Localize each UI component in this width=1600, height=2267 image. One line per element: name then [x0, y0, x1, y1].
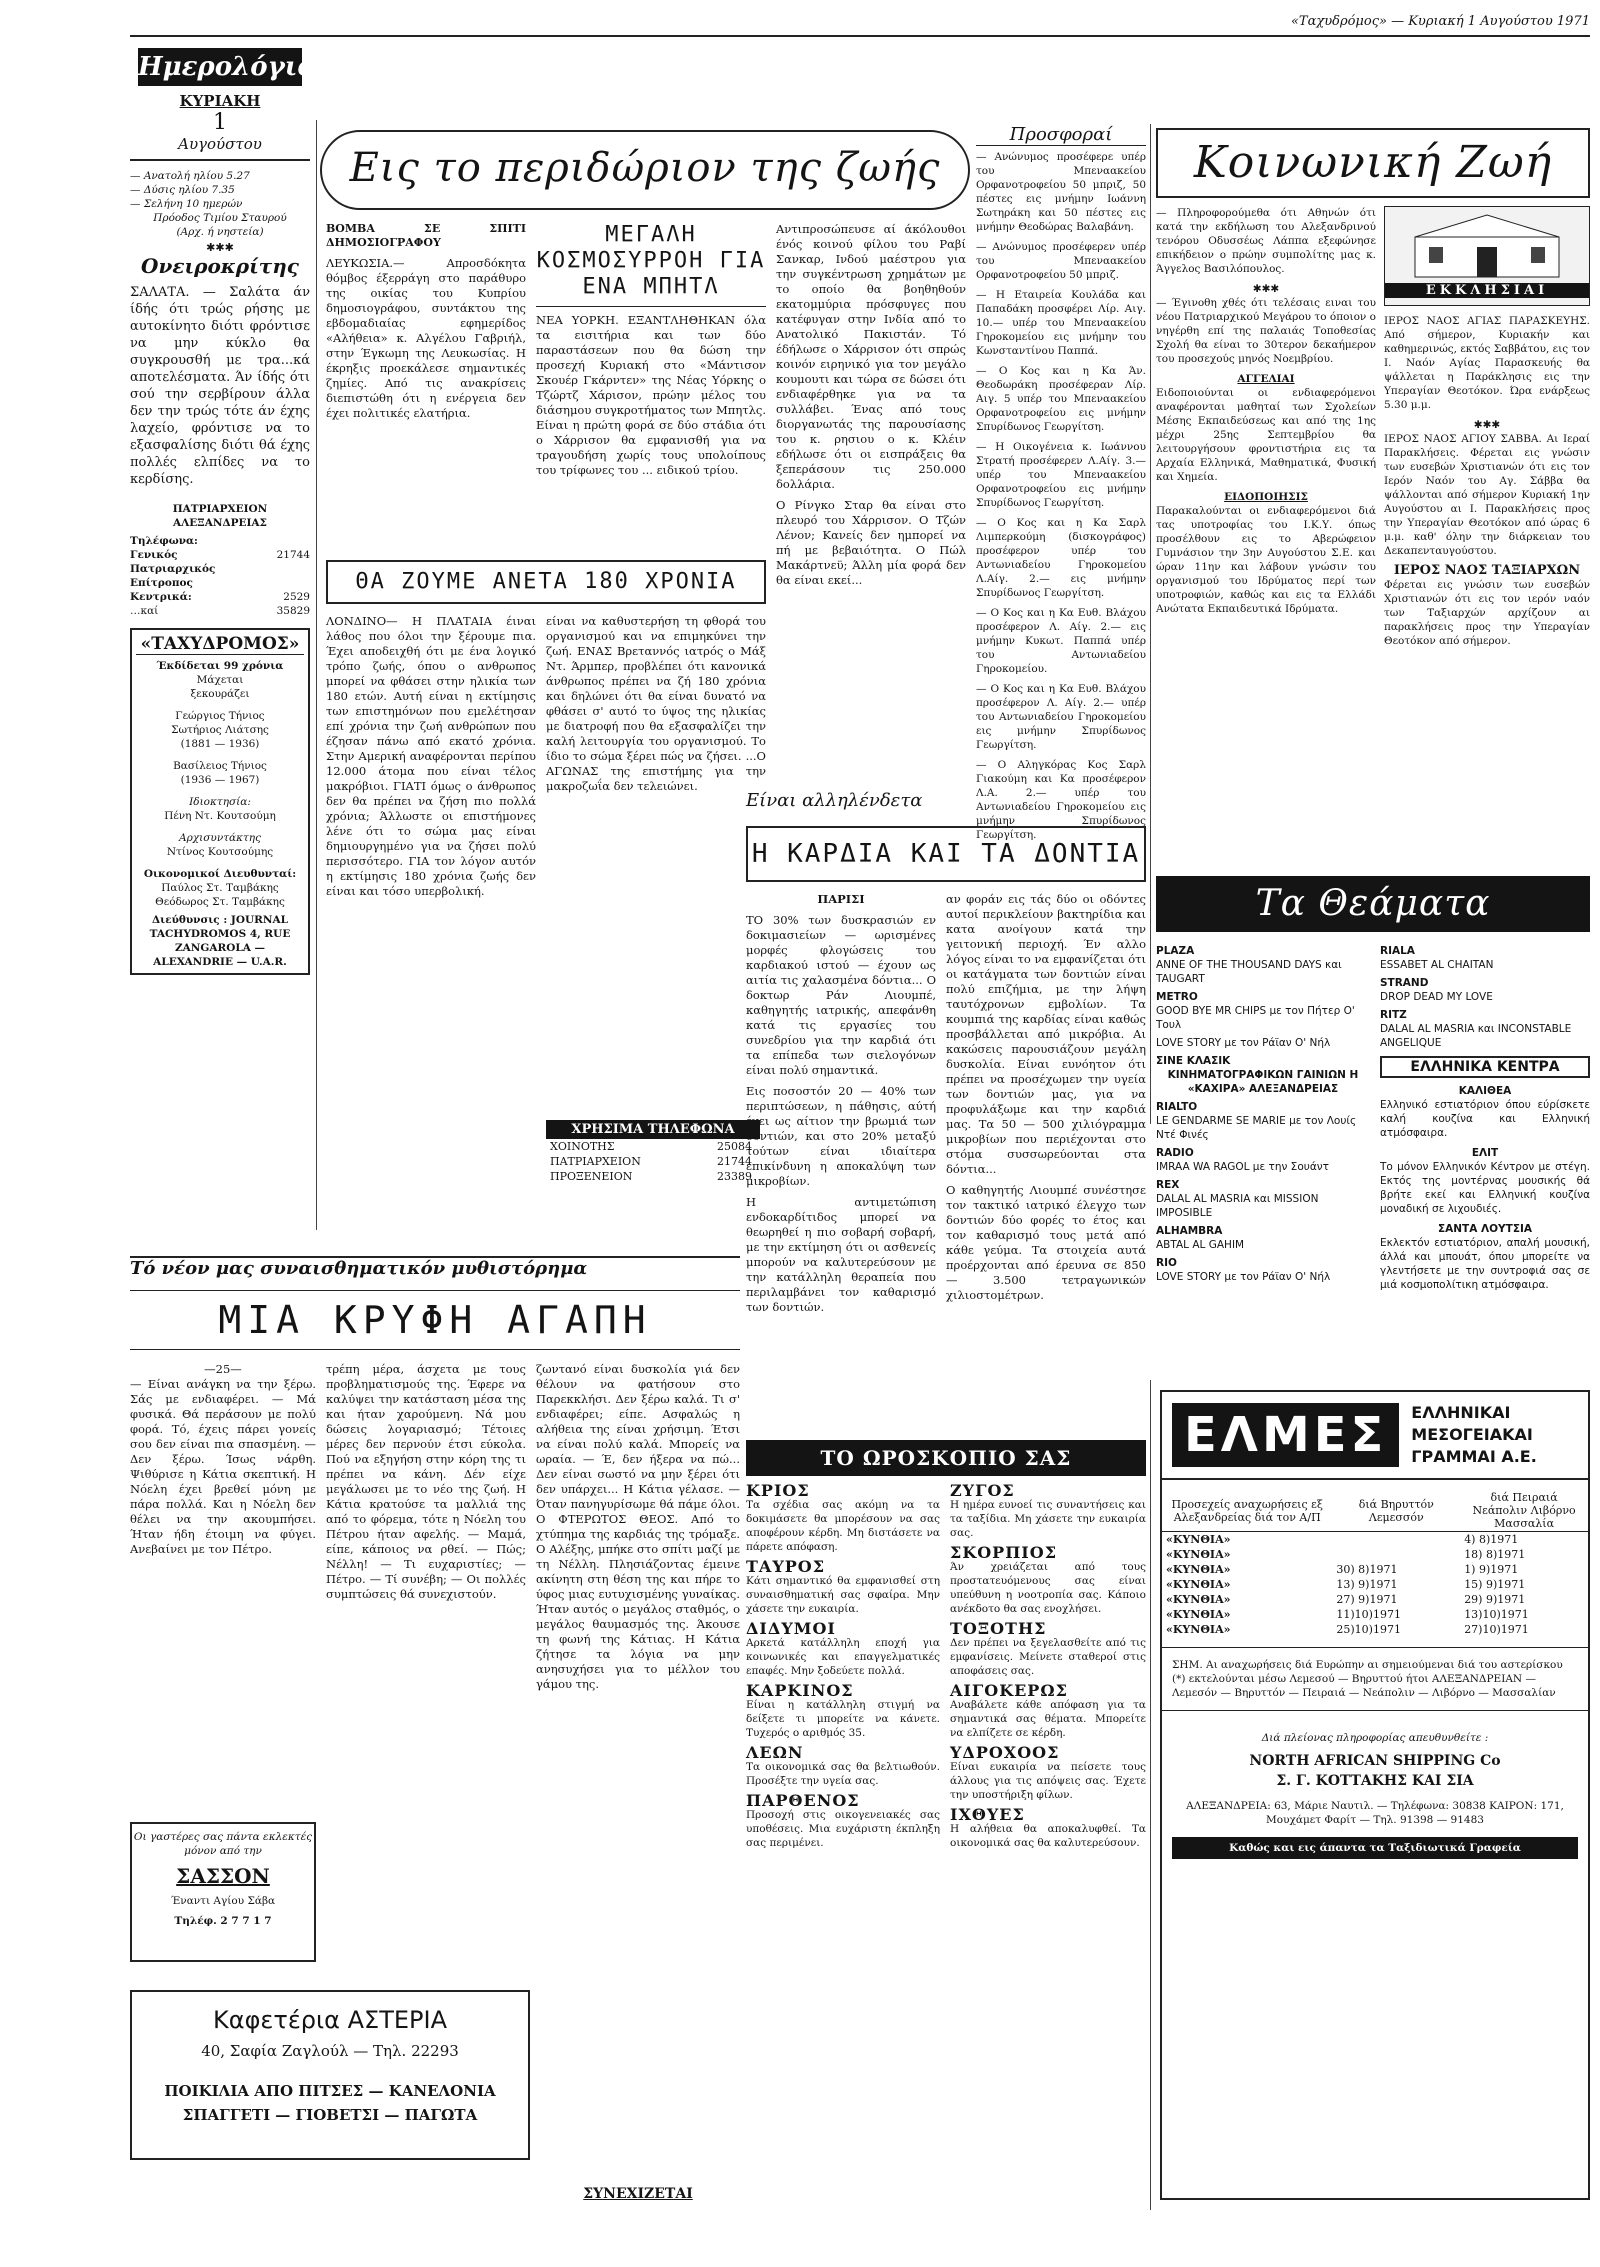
tx-line: (1936 — 1967): [180, 774, 260, 786]
hmerologio-column: [130, 44, 333, 1234]
asteria-line1: ΠΟΙΚΙΛΙΑ ΑΠΟ ΠΙΤΣΕΣ — ΚΑΝΕΛΟΝΙΑ: [164, 2082, 496, 2100]
novel-col1: [130, 1362, 316, 1802]
phone-value: 21744: [717, 1155, 752, 1168]
church-label: ΕΚΚΛΗΣΙΑΙ: [1385, 283, 1589, 298]
horoscope-col2: [950, 1481, 1146, 2204]
prosfora-item: — Η Εταιρεία Κουλάδα και Παπαδάκη προσφέρει Λίρ. Αιγ. 10.— υπέρ του Μπεναακείου Γηροκομείου εις μνήμην του Κωνσταντίνου Παππά.: [976, 289, 1146, 357]
cinema-item: [1156, 1224, 1370, 1252]
ship-name: «ΚΥΝΘΙΑ»: [1166, 1593, 1231, 1606]
ship-date: 13)10)1971: [1464, 1608, 1529, 1621]
prosfora-item: — Ο Κος και η Κα Άν. Θεοδωράκη προσέφεραν Λίρ. Αιγ. 5 υπέρ του Μπεναακείου Ορφανοτροφείου εις μνήμην Σπυρίδωνος Γεωργίτση.: [976, 365, 1146, 433]
periodio-banner-title: Εις το περιδώριον της ζωής: [349, 145, 941, 191]
tx-line: ξεκουράζει: [190, 688, 250, 700]
novel-chapter: —25—: [204, 1362, 242, 1376]
beatles-continued: [776, 222, 966, 762]
sasson-address: Έναντι Αγίου Σάβα: [170, 1895, 276, 1907]
ship-date: [1332, 1547, 1460, 1562]
feast-line: Πρόοδος Τιμίου Σταυρού: [153, 212, 287, 224]
cinema-venue: RADIO: [1156, 1147, 1194, 1159]
cinema-show: ANNE OF THE THOUSAND DAYS και TAUGART: [1156, 959, 1342, 985]
cinema-venue: PLAZA: [1156, 945, 1195, 957]
column-divider: [1150, 124, 1151, 1124]
tx-line: (1881 — 1936): [180, 738, 260, 750]
prosfores-title: Προσφοραί: [976, 124, 1146, 146]
patriarcheio-title: ΠΑΤΡΙΑΡΧΕΙΟΝ ΑΛΕΞΑΝΔΡΕΙΑΣ: [172, 503, 268, 529]
ship-date: [1332, 1532, 1460, 1548]
kentro-text: Εκλεκτόν εστιατόριον, απαλή μουσική, άλλά και μπουάτ, όπου μπορείτε να γλεντήσετε με την συντροφιά σας σε μιά κοσμοπολίτικη ατμόσφαιρα.: [1380, 1237, 1590, 1291]
cinema-venue: ΣΙΝΕ ΚΛΑΣΙΚ: [1156, 1055, 1231, 1067]
phone-label: ΠΡΟΞΕΝΕΙΟΝ: [550, 1170, 633, 1183]
tx-line: Μάχεται: [196, 674, 244, 686]
cinema-venue: RIO: [1156, 1257, 1177, 1269]
cinema-show: DALAL AL MASRIA και INCONSTABLE ANGELIQUE: [1380, 1023, 1572, 1049]
cinema-show: LE GENDARME SE MARIE με τον Λουίς Ντέ Φινές: [1156, 1115, 1357, 1141]
kardia-col2b-text: Ο καθηγητής Λιουμπέ συνέστησε τον τακτικό ιατρικό έλεγχο των δοντιών δύο φορές το έτος και τον καθαρισμό τους μετά από κάθε γεύμα. Τα στοιχεία αυτά προέρχονται από έρευνα σε 850 — 3.500 τετραγωνικών χιλιοστομέτρων.: [946, 1183, 1146, 1302]
horoscope-title: ΤΟ ΩΡΟΣΚΟΠΙΟ ΣΑΣ: [820, 1446, 1072, 1470]
asteria-title: Καφετέρια ΑΣΤΕΡΙΑ: [213, 2006, 447, 2034]
ship-date: 29) 9)1971: [1464, 1593, 1526, 1606]
useful-phone-row: [546, 1169, 756, 1184]
eidopoiisis-title: ΕΙΔΟΠΟΙΗΣΙΣ: [1224, 491, 1308, 503]
cinema-item: [1156, 1054, 1370, 1096]
prosfora-item: — Ο Κος και η Κα Ευθ. Βλάχου προσέφερον Λ. Αίγ. 2.— υπέρ του Αντωνιαδείου Γηροκομείου εις μνήμην Σπυρίδωνος Γεωργίτση.: [976, 683, 1146, 751]
ship-date: 15) 9)1971: [1464, 1578, 1526, 1591]
sunrise-line: — Ανατολή ηλίου 5.27: [130, 170, 250, 182]
hmerologio-lines: [130, 169, 310, 239]
aggelia-title: ΑΓΓΕΛΙΑΙ: [1237, 373, 1295, 385]
ship-name: «ΚΥΝΘΙΑ»: [1166, 1563, 1231, 1576]
periodio-banner: [320, 130, 970, 210]
kardia-dateline: ΠΑΡΙΣΙ: [817, 892, 865, 906]
elmes-schedule: [1162, 1490, 1588, 1637]
phone-value: 23389: [717, 1170, 752, 1183]
novel-title-wrap: [130, 1290, 740, 1350]
novel-kicker: Τό νέον μας συναισθηματικόν μυθιστόρημα: [130, 1258, 588, 1279]
sasson-name: ΣΑΣΣΟΝ: [176, 1864, 270, 1888]
ship-name: «ΚΥΝΘΙΑ»: [1166, 1578, 1231, 1591]
church-text: ΙΕΡΟΣ ΝΑΟΣ ΑΓΙΑΣ ΠΑΡΑΣΚΕΥΗΣ. Από σήμερον, Κυριακήν και καθημερινώς, εκτός Σαββάτου, εις τον Ι. Ναόν Αγίας Παρασκευής θα ψάλλεται η Παράκλησις εις την Υπεραγίαν Θεοτόκον. Ώρα ενάρξεως 5.30 μ.μ.: [1384, 315, 1590, 411]
kardia-text1: ΤΟ 30% των δυσκρασιών εν δοκιμασιείων — ωρισμένες μορφές φλογώσεις του καρδιακού ιστού — έχουν ως αιτία τις χαλασμένα δόντια... Ο δοκτωρ Ράν Λιουμπέ, καθηγητής ιατρικής, απεφάνθη κατά τις εργασίες του συνεδρίου για την καρδιά ότι τα επίπεδα των σιελογόνων είναι πολύ σημαντικά.: [746, 913, 936, 1077]
tx-line: Βασίλειος Τήνιος: [173, 760, 267, 772]
novel-continued: ΣΥΝΕΧΙΖΕΤΑΙ: [583, 2186, 693, 2202]
cinema-show: ΚΙΝΗΜΑΤΟΓΡΑΦΙΚΩΝ ΓΑΙΝΙΩΝ Η «ΚΑΧΙΡΑ» ΑΛΕΞΑΝΔΡΕΙΑΣ: [1167, 1069, 1359, 1095]
phone-row: [130, 534, 310, 548]
taxiarchon-text: Φέρεται εις γνώσιν των ευσεβών Χριστιανών ότι εις τον ιερόν ναόν των Ταξιαρχών αρχίζουν αι παρακλήσεις προς την Υπεραγίαν Θεοτόκον από σήμερον.: [1384, 579, 1590, 647]
tx-line: Γεώργιος Τήνιος: [175, 710, 265, 722]
ship-date: 11)10)1971: [1336, 1608, 1401, 1621]
church-icon: [1385, 207, 1589, 279]
sign-text: Τα σχέδια σας ακόμη να τα δοκιμάσετε θα μπορέσουν να σας αποφέρουν κέρδη. Μη διστάσετε να πάρετε απόφαση.: [746, 1499, 940, 1553]
patriarcheio-phones: [130, 534, 310, 618]
hmerologio-title: Ημερολόγιον: [138, 48, 302, 86]
stars-ornament: ✱✱✱: [206, 241, 234, 254]
cinema-show: LOVE STORY με τον Ράϊαν Ο' Νήλ: [1156, 1037, 1331, 1049]
kentro-name: ΚΑΛΙΘΕΑ: [1458, 1085, 1512, 1097]
ship-date: 4) 8)1971: [1464, 1533, 1519, 1546]
tx-line: Ιδιοκτησία:: [189, 796, 251, 808]
zoume-col1: ΛΟΝΔΙΝΟ— Η ΠΛΑΤΑΙΑ έιναι λάθος που όλοι την ξέρουμε πια. Έχει αποδειχθή ότι με ένα λογικό τρόπο ζωής, όπου ο ανθρωπος μπορεί να φθάσει στην ηλικία των 180 ετών. Αυτή είναι η εκτίμησις των επιστημόνων που εμελέτησαν επί χρόνια την ζωή ανθρώπων που έζησαν πάνω από εκατό χρόνια. Στην Αμερική αναφέρονται περίπου 12.000 άτομα που είναι τέλος μακρόβιοι. ΓΙΑΤΙ όμως ο άνθρωπος δεν θα πρέπει να ζήση πιο πολλά χρόνια; Άλλωστε οι επιστήμονες λένε ότι το σώμα μας είναι δημιουργημένο για να ζήσει πολύ περισσότερο. ΓΙΑ τον λόγον αυτόν η εκτίμησις 180 χρόνια ζωής δεν είναι και τόσο υπερβολική.: [326, 614, 536, 898]
phone-label: …καί: [130, 605, 159, 617]
sign-text: Αναβάλετε κάθε απόφαση για τα σημαντικά σας θέματα. Μπορείτε να ελπίζετε σε κέρδη.: [950, 1699, 1146, 1739]
theamata-title: Τα Θεάματα: [1255, 883, 1491, 924]
phone-label: ΧΟΙΝΟΤΗΣ: [550, 1140, 615, 1153]
kentro-name: ΣΑΝΤΑ ΛΟΥΤΣΙΑ: [1437, 1223, 1533, 1235]
sign-name: ΙΧΘΥΕΣ: [950, 1805, 1025, 1824]
zoume-col2: είναι να καθυστερήση τη φθορά του οργανισμού και να επιμηκύνει την ζωή. ΕΝΑΣ Βρεταννός ιατρός ο Μάξ Ντ. Άρμπερ, προβλέπει ότι κανονικά άνθρωπος πρέπει να ζή 180 χρόνια και δηλώνει ότι θα είναι δυνατό να φθάσει σ' αυτό το ύψος της ηλικίας με διατροφή που θα εξασφαλίζει την καλή λειτουργία του οργανισμού. Το ίδιο το σώμα ξέρει πώς να ζήσει. ...Ο ΑΓΩΝΑΣ της επιστήμης για την μακροζωΐα δεν τελειώνει.: [546, 614, 766, 793]
theamata-col1: [1156, 944, 1370, 1364]
novel-col3: ζωντανό είναι δυσκολία γιά δεν θέλουν να φατήσουν στο Παρεκκλήσι. Δεν ξέρω καλά. Τι σ' ενδιαφέρει; είπε. Ασφαλώς η αλήθεια της είναι χρήσιμη. Έτσι να είναι πολύ καλά. Μπορείς να ωραία. — Έ, δεν ήξερα να πώ... Δεν είναι σωστό να μην ξέρει ότι δεν υπάρχει... Η Κάτια γέλασε. — Όταν πανηγυρίσωμε θά πάμε όλοι. Ο ΦΤΕΡΩΤΟΣ ΘΕΟΣ. Από το χτύπημα της καρδιάς της τρόμαξε. Ο Αλέξης, μπήκε στο σπίτι μαζί με τη Νέλλη. Πλησιάζοντας έμεινε ακίνητη στη θέση της και πήρε το ύφος μιας ευτυχισμένης γυναίκας. Ήταν αυτός ο μεγάλος σταθμός, ο μεγάλος θαυμασμός της. Άκουσε τη φωνή της Κάτιας. Η Κάτια ζήτησε τα λόγια να μην ανησυχήσει για το μέλλον του γάμου της.: [536, 1362, 740, 1691]
beatles-head: ΜΕΓΑΛΗ ΚΟΣΜΟΣΥΡΡΟΗ ΓΙΑ ΕΝΑ ΜΠΗΤΛ: [536, 222, 766, 307]
column-divider: [316, 120, 317, 1230]
ship-date: 30) 8)1971: [1336, 1563, 1398, 1576]
sunset-line: — Δύσις ηλίου 7.35: [130, 184, 235, 196]
schedule-row: [1162, 1532, 1588, 1548]
kentro-text: Ελληνικό εστιατόριον όπου εύρίσκετε καλή κουζίνα και Ελληνική ατμόσφαιρα.: [1380, 1099, 1590, 1139]
sign-text: Δεν πρέπει να ξεγελασθείτε από τις εμφανίσεις. Μείνετε σταθεροί στις αποφάσεις σας.: [950, 1637, 1146, 1677]
asteria-ad: [130, 1990, 530, 2160]
elmes-note: ΣΗΜ. Αι αναχωρήσεις διά Ευρώπην αι σημειούμεναι διά του αστερίσκου (*) εκτελούνται μέσω Λεμεσού — Βηρυττού ήτοι ΑΛΕΞΑΝΔΡΕΙΑΝ — Λεμεσόν — Βηρυττόν — Πειραιά — Νεάπολιν — Λιβόρνο — Μασσαλίαν: [1162, 1647, 1588, 1711]
sign-name: ΚΑΡΚΙΝΟΣ: [746, 1681, 854, 1700]
prosfora-item: — Ο Κος και η Κα Σαρλ Λιμπερκούμη (δισκογράφος) προσέφερον υπέρ του Αντωνιαδείου Γηροκομείου Λ.Αίγ. 2.— εις μνήμην Σπυρίδωνος Γεωργίτση.: [976, 517, 1146, 599]
church-illustration: [1384, 206, 1590, 306]
ship-name: «ΚΥΝΘΙΑ»: [1166, 1608, 1231, 1621]
tx-line: Σωτήριος Λιάτσης: [171, 724, 269, 736]
kentro-name: ΕΛΙΤ: [1471, 1147, 1499, 1159]
oneirokritis-title: Ονειροκρίτης: [141, 254, 299, 278]
novel-col2: τρέπη μέρα, άσχετα με τους προβληματισμούς της. Έφερε να καλύψει την κατάσταση μέσα της και ήταν χαρούμενη. Νά μου δώσεις λογαριασμό; Τέτοιες μέρες δεν περνούν έτσι εύκολα. Πού να εξηγήση στην κόρη της τι πρέπει να κάνη. Δέν είχε μεγάλωσει με το νέο της ζωή. Η Κάτια κρατούσε τα μαλλιά της από το φόρεμα, τότε η Νόελη του Πέτρου ήταν αφελής. — Μαμά, είπε, κάποιος να ρθεί. — Πώς; Νέλλη! — Τι ευχαριστίες; — Πέτρο. — Τί συνέβη; — Οι πολλές συμπτώσεις θά συνεχιστούν.: [326, 1362, 526, 1601]
cinema-show: DALAL AL MASRIA και MISSION IMPOSIBLE: [1156, 1193, 1319, 1219]
kardia-head-box: [746, 826, 1146, 882]
kentro-text: Το μόνον Ελληνικόν Κέντρον με στέγη. Εκτός της μοντέρνας μουσικής θά βρήτε εκεί και Ελληνική κουζίνα μοναδική σε λιχουδιές.: [1380, 1161, 1590, 1215]
phone-value: 2529: [283, 591, 310, 603]
beatles-article: [536, 222, 766, 542]
elmes-footer: Καθώς και εις άπαντα τα Ταξιδιωτικά Γραφεία: [1172, 1837, 1578, 1859]
elmes-address: ΑΛΕΞΑΝΔΡΕΙΑ: 63, Μάριε Ναυτιλ. — Τηλέφωνα: 30838 ΚΑΙΡΟΝ: 171, Μουχάμετ Φαρίτ — Τηλ. 91398 — 91483: [1186, 1800, 1564, 1826]
prosfora-item: — Ο Αληγκόρας Κος Σαρλ Γιακούμη και Κα προσέφερον Λ.Α. 2.— υπέρ του Αντωνιαδείου Γηροκομείου εις μνήμην Σπυρίδωνος Γεωργίτση.: [976, 759, 1146, 841]
novel-col1-text: — Είναι ανάγκη να την ξέρω. Σάς με ενδιαφέρει. — Μά φυσικά. Θά περάσουν με πολύ φορά. Τό, έχεις πάρει γονείς σου δεν είναι πια σπασμένη. — Δεν ξέρω. Ίσως νάρθη. Ψιθύρισε η Κάτια σκεπτική. Η Νόελη έχει βρεθεί μόνη με πάρα πολλά. Και η Νόελη δεν θέλει να την ακουμπήσει. Ήταν ήδη έτοιμη να φύγει. Ανεβαίνει με τον Πέτρο.: [130, 1377, 316, 1556]
ship-name: «ΚΥΝΘΙΑ»: [1166, 1548, 1231, 1561]
horoscope-col1: [746, 1481, 940, 2204]
sign-name: ΛΕΩΝ: [746, 1743, 804, 1762]
phone-label: Κεντρικά:: [130, 591, 192, 603]
ship-date: 1) 9)1971: [1464, 1563, 1519, 1576]
cinema-item: [1380, 976, 1590, 1004]
cinema-venue: ALHAMBRA: [1156, 1225, 1223, 1237]
cinema-item: [1156, 990, 1370, 1032]
elmes-ad: [1160, 1390, 1590, 2200]
sign-name: ΔΙΔΥΜΟΙ: [746, 1619, 836, 1638]
elmes-logo: ΕΛΜΕΣ: [1172, 1403, 1399, 1467]
schedule-row: [1162, 1592, 1588, 1607]
kardia-col1: [746, 892, 936, 1432]
tx-line: Αρχισυντάκτης: [179, 832, 261, 844]
stars-ornament: ✱✱✱: [1252, 283, 1280, 295]
cinema-show: ESSABET AL CHAITAN: [1380, 959, 1494, 971]
sign-name: ΚΡΙΟΣ: [746, 1481, 810, 1500]
useful-phone-row: [546, 1154, 756, 1169]
moon-line: — Σελήνη 10 ημερών: [130, 198, 243, 210]
tx-line: Παύλος Στ. Ταμβάκης: [161, 882, 279, 894]
elmes-agent2: Σ. Γ. ΚΟΤΤΑΚΗΣ ΚΑΙ ΣΙΑ: [1276, 1773, 1474, 1789]
phone-label: Γενικός Πατριαρχικός Επίτροπος: [130, 549, 216, 589]
prosfora-item: — Ανώνυμος προσέφερε υπέρ του Μπεναακείου Ορφανοτροφείου 50 μπριζ, 50 πέστες εις μνήμην Ιωάννη Σωτηράκη και 50 πέστες εις μνήμην Θεοδώρας Βαλαβάνη.: [976, 151, 1146, 233]
tx-line: Έκδίδεται 99 χρόνια: [156, 660, 284, 672]
phone-label: ΠΑΤΡΙΑΡΧΕΙΟΝ: [550, 1155, 641, 1168]
sign-text: Είναι η κατάλληλη στιγμή να δείξετε τι μπορείτε να κάνετε. Τυχερός ο αριθμός 35.: [746, 1699, 940, 1739]
koinoniki-col2: [1384, 314, 1590, 864]
taxydromos-box: [130, 628, 310, 975]
schedule-head: διά Βηρυττόν Λεμεσσόν: [1332, 1490, 1460, 1532]
koinoniki-col1: [1156, 206, 1376, 866]
tx-line: Οικονομικοί Διευθυνταί:: [143, 868, 297, 880]
useful-phone-row: [546, 1139, 756, 1154]
asteria-address: 40, Σαφία Ζαγλούλ — Τηλ. 22293: [201, 2042, 459, 2060]
sign-name: ΠΑΡΘΕΝΟΣ: [746, 1791, 860, 1810]
cinema-show: DROP DEAD MY LOVE: [1380, 991, 1493, 1003]
sasson-ad: [130, 1822, 316, 1962]
koinoniki-text2: — Έγινοθη χθές ότι τελέσαις ειναι του νέου Πατριαρχικού Μεγάρου το όποιον ο νηγέρθη επί της παλαιάς Τοποθεσίας Σχολή θα είναι το 30τερον δεκαήμερον του προσεχούς μηνός Νοεμβρίου.: [1156, 297, 1376, 365]
koinoniki-text1: — Πληροφορούμεθα ότι Αθηνών ότι κατά την εκδήλωση του Αλεξανδρινού τενόρου Οδυσσέως Λάππα εξεφώνησε επικήδειον ο πρώην συμπολίτης μας κ. Άγγελος Βασιλόπουλος.: [1156, 207, 1376, 275]
kardia-kicker: Είναι αλληλένδετα: [746, 790, 923, 811]
kentra-list: [1380, 1084, 1590, 1292]
cinema-venue: RITZ: [1380, 1009, 1407, 1021]
phone-row: [130, 590, 310, 604]
cinema-show: ABTAL AL GAHIM: [1156, 1239, 1245, 1251]
theamata-banner: [1156, 876, 1590, 932]
hmerologio-month: Αυγούστου: [130, 135, 310, 161]
schedule-head: Προσεχείς αναχωρήσεις εξ Αλεξανδρείας διά τον Α/Π: [1162, 1490, 1332, 1532]
taxiarchon-title: ΙΕΡΟΣ ΝΑΟΣ ΤΑΞΙΑΡΧΩΝ: [1393, 563, 1581, 578]
cinema-venue: REX: [1156, 1179, 1180, 1191]
cinema-venue: METRO: [1156, 991, 1198, 1003]
kardia-title: Η ΚΑΡΔΙΑ ΚΑΙ ΤΑ ΔΟΝΤΙΑ: [751, 839, 1141, 869]
sasson-tagline: Οι γαστέρες σας πάντα εκλεκτές μόνον από την: [133, 1831, 313, 1857]
cinema-item: [1156, 1100, 1370, 1142]
tx-line: Ντίνος Κουτσούμης: [166, 846, 274, 858]
sign-text: Η ημέρα ευνοεί τις συναντήσεις και τα ταξίδια. Μη χάσετε την ευκαιρία σας.: [950, 1499, 1146, 1539]
eidopoiisis-text: Παρακαλούνται οι ενδιαφερόμενοι διά τας υποτροφίας του Ι.Κ.Υ. όπως προσέλθουν εις το Αβερώφειον Γυμνάσιον την 3ην Αυγούστου Σ.Ε. και ώραν 11ην και λάβουν γνώσιν του οργανισμού του Ιδρύματος περί των υποτροφιών, καθώς και εις τα Ελλάδι Ανώτατα Εκπαιδευτικά Ιδρύματα.: [1156, 505, 1376, 615]
elmes-header: [1162, 1392, 1588, 1480]
schedule-row: [1162, 1577, 1588, 1592]
phone-row: [130, 548, 310, 590]
bomb-text: ΛΕΥΚΩΣΙΑ.— Απροσδόκητα θόμβος έξερράγη στο παράθυρο της οικίας του Κυπρίου δημοσιογράφου, συντάκτου της εβδομαδιαίας εφημερίδος «Αλήθεια» κ. Αλγέλου Γαβριήλ, στην Έγκωμη της Λευκωσίας. Η έκρηξις προεκάλεσε σημαντικές ζημίες. Από τις ανακρίσεις διεπιστώθη ότι η ενέργεια δεν έχει πολιτικές ελατήρια.: [326, 256, 526, 420]
stars-ornament: ✱✱✱: [1473, 419, 1501, 431]
sign-text: Αρκετά κατάλληλη εποχή για κοινωνικές και επαγγελματικές επαφές. Μην ξοδεύετε πολλά.: [746, 1637, 940, 1677]
prosfora-item: — Ανώνυμος προσέφερεν υπέρ του Μπεναακείου Ορφανοτροφείου 50 μπριζ.: [976, 241, 1146, 281]
church-text2: ΙΕΡΟΣ ΝΑΟΣ ΑΓΙΟΥ ΣΑΒΒΑ. Αι Ιεραί Παρακλήσεις. Φέρεται εις γνώσιν των ευσεβών Χριστιανών ότι εις τον Ιερόν Ναόν του Αγ. Σάββα θα ψάλλονται από σήμερον Κυριακή 1ην Αυγούστου αι Ι. Παρακλήσεις προς την Υπεραγίαν Θεοτόκον από ώρας 6 μ.μ. καθ' όλην την διάρκειαν του Δεκαπενταυγούστου.: [1384, 433, 1590, 557]
sign-name: ΥΔΡΟΧΟΟΣ: [950, 1743, 1060, 1762]
kardia-text2: Εις ποσοστόν 20 — 40% των περιπτώσεων, η πάθησις, αύτή έχει ως αίτιον την βρωμιά των δοντιών, και στο 20% μεταξύ τούτων είναι ιδιαίτερα επικίνδυνη η αποκαλύψη των μικροβίων.: [746, 1084, 936, 1188]
tx-line: Διεύθυνσις : JOURNAL TACHYDROMOS 4, RUE ZANGAROLA — ALEXANDRIE — U.A.R.: [149, 914, 291, 968]
header-rule: [130, 35, 1590, 37]
cinema-item: [1380, 944, 1590, 972]
ship-date: 13) 9)1971: [1336, 1578, 1398, 1591]
beatles-cont-text: Αντιπροσώπευσε αί άκόλουθοι ένός κοινού φίλου του Ραβί Σανκαρ, Ινδού μαέστρου για την συγκέντρωση χρημάτων με το οποίο θα βοηθηθούν εκατομμύρια πρόσφυγες που κατέφυγαν στην Ινδία από το Ανατολικό Πακιστάν. Τό έδήλωσε ο Χάρρισον ότι σπρώς κοινόν ειρηνικό για τον μεγάλο κουμουτι και τώρα σε δώσει ότι ενδιαφέρθηκε για να τα συλλάβει. Ένας από τους διοργανωτάς της παρουσίασης του κ. ρησιου ο κ. Κλέιν εδήλωσε ότι οι εισπράξεις θα ξεπεράσουν τις 250.000 δολλάρια.: [776, 222, 966, 491]
horoscope-banner: [746, 1440, 1146, 1476]
cinema-item: [1156, 944, 1370, 986]
zoume-head-box: [326, 560, 766, 604]
sign-name: ΣΚΟΡΠΙΟΣ: [950, 1543, 1058, 1562]
oneirokritis-text: ΣΑΛΑΤΑ. — Σαλάτα άν ίδής ότι τρώς ρήσης με αυτοκίνητο διότι φρόντισε να μην κύκλο θα συγκρουσθή με τρα...κά αποτελέσματα. Άν ίδής ότι σού την σερβίρουν άλλα δεν την τρώς τότε άν έχης λαχείο, φρόντισε να το εξασφαλίσης διότι θά έχης πολλές ελπίδες να το κερδίσης.: [130, 285, 310, 487]
cinema-show: LOVE STORY με τον Ράϊαν Ο' Νήλ: [1156, 1271, 1331, 1283]
schedule-row: [1162, 1547, 1588, 1562]
ship-date: 18) 8)1971: [1464, 1548, 1526, 1561]
ship-name: «ΚΥΝΘΙΑ»: [1166, 1533, 1231, 1546]
aggelia-text: Ειδοποιούνται οι ενδιαφερόμενοι αναφέρονται μαθηταί των Σχολείων Μέσης Εκπαιδεύσεως και από της 1ης μέχρι 25ης Σεπτεμβρίου θα λειτουργήσουν φροντιστήρια εις τα Αρχαία Ελληνικά, Μαθηματικά, Φυσική και Χημεία.: [1156, 387, 1376, 483]
zoume-head: ΘΑ ΖΟΥΜΕ ΑΝΕΤΑ 180 ΧΡΟΝΙΑ: [355, 569, 737, 594]
sign-text: Τα οικονομικά σας θα βελτιωθούν. Προσέξτε την υγεία σας.: [746, 1761, 940, 1787]
cinema-venue: STRAND: [1380, 977, 1429, 989]
sign-name: ΖΥΓΟΣ: [950, 1481, 1015, 1500]
sign-text: Είναι ευκαιρία να πείσετε τους άλλους για τις απόψεις σας. Έχετε την υποστήριξη φίλων.: [950, 1761, 1146, 1801]
running-head: «Ταχυδρόμος» — Κυριακή 1 Αυγούστου 1971: [1290, 14, 1590, 29]
cinema-item: [1156, 1178, 1370, 1220]
cinema-venue: RIALA: [1380, 945, 1415, 957]
taxydromos-lines: [136, 659, 304, 969]
prosfora-item: — Ο Κος και η Κα Ευθ. Βλάχου προσέφερον Λ. Αίγ. 2.— εις μνήμην Κυκωτ. Παππά υπέρ του Αντωνιαδείου Γηροκομείου.: [976, 607, 1146, 675]
bomb-article: [326, 222, 526, 542]
phone-label: Τηλέφωνα:: [130, 535, 198, 547]
cinema-show: GOOD BYE MR CHIPS με τον Πήτερ Ο' Τουλ: [1156, 1005, 1355, 1031]
ship-date: 27)10)1971: [1464, 1623, 1529, 1636]
tx-line: Πένη Ντ. Κουτσούμη: [164, 810, 276, 822]
schedule-row: [1162, 1622, 1588, 1637]
schedule-row: [1162, 1562, 1588, 1577]
ship-name: «ΚΥΝΘΙΑ»: [1166, 1623, 1231, 1636]
schedule-row: [1162, 1607, 1588, 1622]
novel-kicker-wrap: [130, 1256, 740, 1286]
cinema-item: [1380, 1008, 1590, 1050]
koinoniki-title: Κοινωνική Ζωή: [1193, 137, 1553, 188]
sign-name: ΤΑΥΡΟΣ: [746, 1557, 826, 1576]
fast-line: (Αρχ. ή νηστεία): [176, 226, 264, 238]
sasson-phone: Τηλέφ. 2 7 7 1 7: [174, 1915, 272, 1927]
cinema-venue: RIALTO: [1156, 1101, 1198, 1113]
novel-title: ΜΙΑ ΚΡΥΦΗ ΑΓΑΠΗ: [218, 1298, 652, 1342]
phone-value: 25084: [717, 1140, 752, 1153]
column-divider: [1150, 1380, 1151, 2210]
hmerologio-date-num: 1: [213, 110, 227, 135]
hmerologio-day: ΚΥΡΙΑΚΗ: [179, 92, 261, 110]
asteria-line2: ΣΠΑΓΓΕΤΙ — ΓΙΟΒΕΤΣΙ — ΠΑΓΩΤΑ: [182, 2106, 478, 2124]
prosfora-item: — Η Οικογένεια κ. Ιωάννου Στρατή προσέφερεν Λ.Αίγ. 3.— υπέρ του Μπεναακείου Ορφανοτροφείου εις μνήμην Σπυρίδωνος Γεωργίτση.: [976, 441, 1146, 509]
phone-value: 21744: [276, 549, 310, 561]
kardia-kicker-wrap: [746, 790, 1146, 820]
ship-date: 27) 9)1971: [1336, 1593, 1398, 1606]
koinoniki-banner: [1156, 128, 1590, 198]
tx-line: Θεόδωρος Στ. Ταμβάκης: [155, 896, 285, 908]
sign-text: Η αλήθεια θα αποκαλυφθεί. Τα οικονομικά σας θα καλυτερεύσουν.: [950, 1823, 1146, 1849]
sign-text: Προσοχή στις οικογενειακές σας υποθέσεις. Μια ευχάριστη έκπληξη σας περιμένει.: [746, 1809, 940, 1849]
phone-value: 35829: [276, 605, 310, 617]
elmes-subtitle: ΕΛΛΗΝΙΚΑΙ ΜΕΣΟΓΕΙΑΚΑΙ ΓΡΑΜΜΑΙ Α.Ε.: [1411, 1403, 1537, 1466]
bomb-head: ΒΟΜΒΑ ΣΕ ΣΠΙΤΙ ΔΗΜΟΣΙΟΓΡΑΦΟΥ: [326, 222, 526, 249]
kardia-text3: Η αντιμετώπιση ενδοκαρδίτιδος μπορεί να θεωρηθεί η πιο σοβαρή σοβαρή, με την εκτίμηση ότι οι ασθενείς μπορούν να καλυτερεύσουν με την κατάλληλη θεραπεία που περιλαμβάνει τον καθαρισμό των δοντιών.: [746, 1195, 936, 1314]
taxydromos-title: «ΤΑΧΥΔΡΟΜΟΣ»: [136, 634, 304, 655]
sign-name: ΤΟΞΟΤΗΣ: [950, 1619, 1047, 1638]
cinema-item: [1156, 1146, 1370, 1174]
kentra-title: ΕΛΛΗΝΙΚΑ ΚΕΝΤΡΑ: [1380, 1056, 1590, 1078]
schedule-head-row: [1162, 1490, 1588, 1532]
elmes-agent1: NORTH AFRICAN SHIPPING Co: [1249, 1753, 1501, 1769]
sign-name: ΑΙΓΟΚΕΡΩΣ: [950, 1681, 1068, 1700]
kardia-col2: [946, 892, 1146, 1432]
sign-text: Κάτι σημαντικό θα εμφανισθεί στη συναισθηματική σας σφαίρα. Μην χάσετε την ευκαιρία.: [746, 1575, 940, 1615]
phone-row: [130, 604, 310, 618]
kardia-col2-text: αν φοράν εις τάς δύο οι οδόντες αυτοί περικλείουν βακτηρίδια και κατα ανοίγουν κατά την γειτονική περιοχή. Έν αλλο λόγος είναι το να εμφανίζεται ότι οι κατάγματα των δοντιών είναι πολύ επιζήμια, με την λήψη ταυτόχρονων εμβολίων. Τα κουμπιά της καρδίας είναι καθώς προσβάλλεται από μικρόβια. Αι κακώσεις παρουσιάζουν μεγάλη δυσκολία. Είναι ευνόητον ότι πρέπει να προσέχωμεν την υγεία των δοντιών μας, για να προφυλάξωμε και την καρδιά μας. Τα 50 — 500 χιλιόγραμμα μικροβίων που περιέχονται στο στόμα συσσωρεύονται στα δόντια...: [946, 892, 1146, 1176]
prosfores-list: [976, 150, 1146, 842]
beatles-cont-tail: Ο Ρίνγκο Σταρ θα είναι στο πλευρό του Χάρρισον. Ο Τζών Λένον; Κανείς δεν ημπορεί να πή με βεβαιότητα. Ο Πώλ Μακάρτνεϋ; Άλλη μία φορά δεν θα είναι εκεί...: [776, 498, 966, 587]
useful-phones-title: ΧΡΗΣΙΜΑ ΤΗΛΕΦΩΝΑ: [546, 1120, 760, 1139]
schedule-head: διά Πειραιά Νεάπολιν Λιβόρνο Μασσαλία: [1460, 1490, 1588, 1532]
cinema-show: IMRAA WA RAGOL με την Σουάντ: [1156, 1161, 1329, 1173]
prosfores-column: [976, 124, 1146, 841]
theamata-col2: [1380, 944, 1590, 1364]
cinema-item: [1156, 1036, 1370, 1050]
elmes-info: Διά πλείονας πληροφορίας απευθυνθείτε :: [1261, 1732, 1489, 1744]
beatles-text: ΝΕΑ ΥΟΡΚΗ. ΕΞΑΝΤΛΗΘΗΚΑΝ όλα τα εισιτήρια και των δύο παραστάσεων που θα δώση την προσεχή Κυριακή στο «Μάντισον Σκουέρ Γκάρντεν» της Νέας Υόρκης ο Τζώρτζ Χάρισον, πρώην μέλος του διάσημου συγκροτήματος των Μπητλς. Είναι η πρώτη φορά σε δύο στάδια ότι ο Χάρρισον θα εμφανισθή για να τραγουδήση χωρίς τους υπολοίπους του τρίφωνες του ... ειδικού τρίου.: [536, 313, 766, 477]
cinema-item: [1156, 1256, 1370, 1284]
sign-text: Άν χρειάζεται από τους προστατευόμενους σας είναι υπεύθυνη η νοοτροπία σας. Κάποιο ανέκδοτο θα σας ενοχλήσει.: [950, 1561, 1146, 1615]
ship-date: 25)10)1971: [1336, 1623, 1401, 1636]
